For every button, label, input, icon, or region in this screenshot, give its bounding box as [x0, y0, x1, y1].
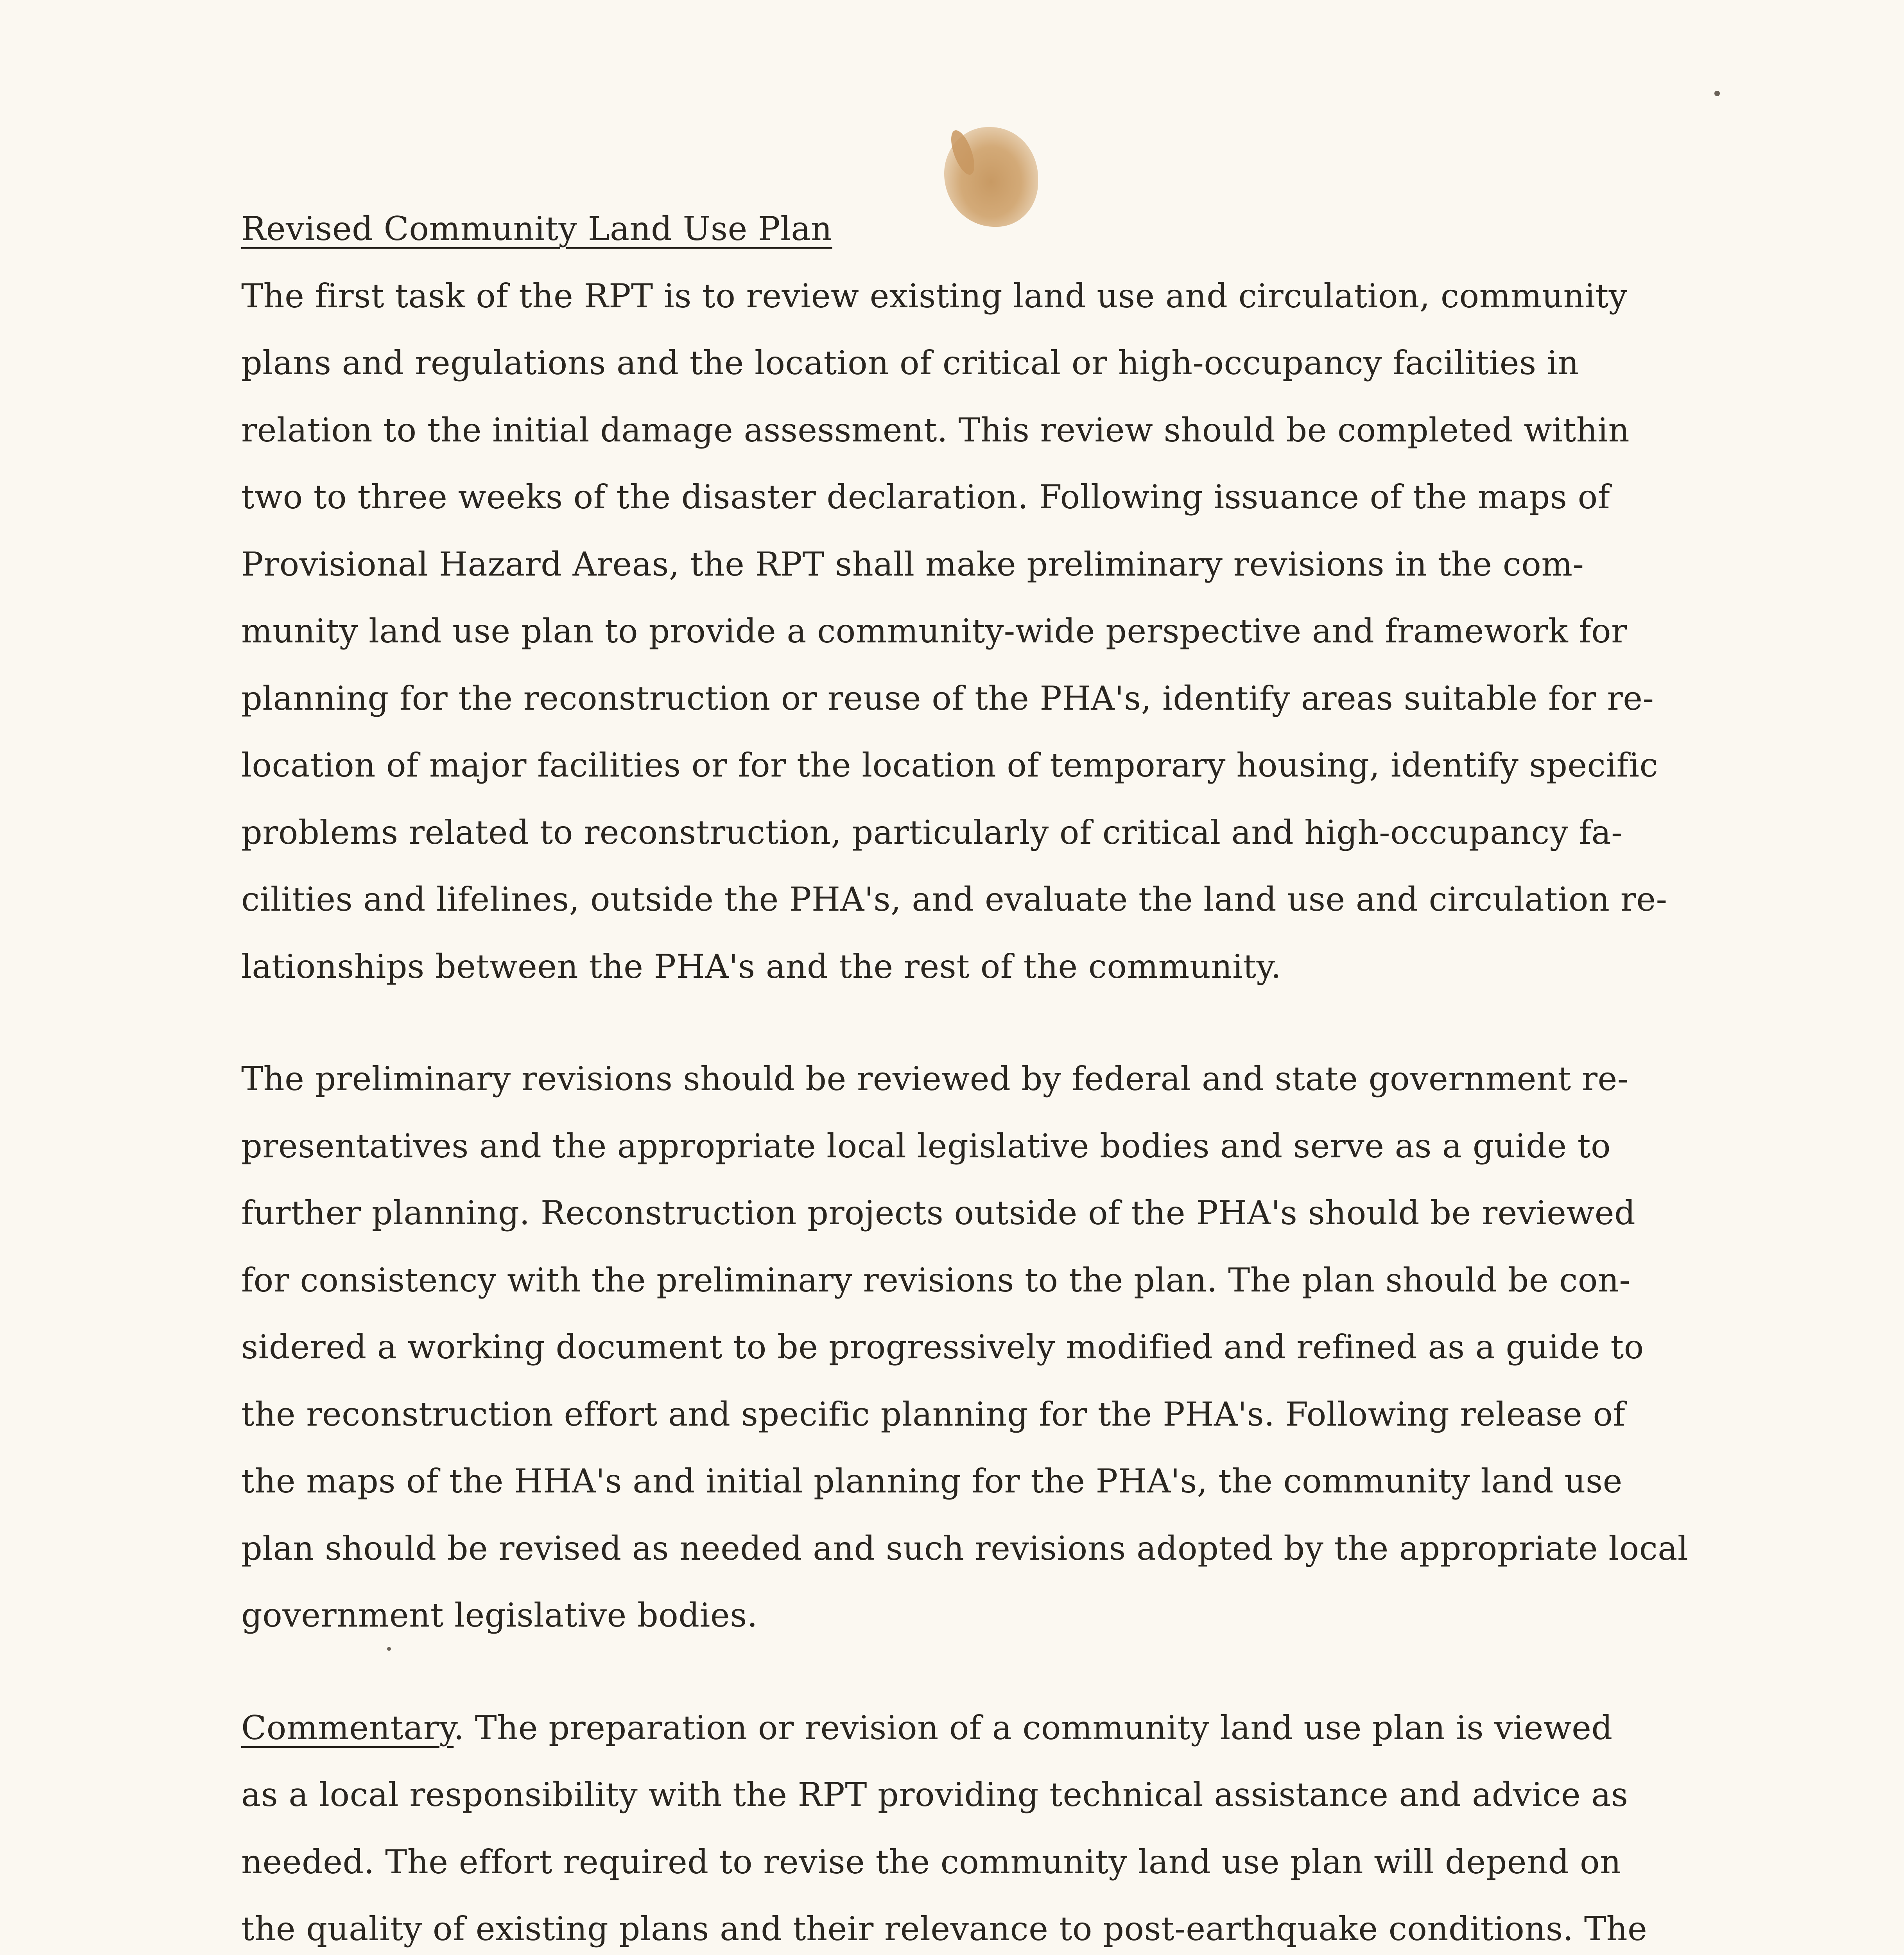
text-line: plan should be revised as needed and such revisions adopted by the appropriate local [241, 1529, 1689, 1568]
text-line: further planning. Reconstruction projects outside of the PHA's should be reviewed [241, 1194, 1636, 1232]
text-line: problems related to reconstruction, particularly of critical and high-occupancy fa- [241, 813, 1623, 852]
text-line: plans and regulations and the location of critical or high-occupancy facilities in [241, 344, 1579, 382]
text-line: for consistency with the preliminary revisions to the plan. The plan should be con- [241, 1261, 1631, 1299]
commentary-label: Commentary [241, 1708, 454, 1747]
ink-speck [1714, 91, 1720, 96]
text-line: The first task of the RPT is to review existing land use and circulation, community [241, 276, 1628, 315]
paragraph-2 [241, 1046, 1789, 1649]
commentary-paragraph [241, 1695, 1789, 1955]
paragraph-1 [241, 263, 1789, 1001]
text-line: cilities and lifelines, outside the PHA's, and evaluate the land use and circulation re- [241, 880, 1667, 918]
section-heading: Revised Community Land Use Plan [241, 210, 832, 248]
paragraph-spacer [241, 1649, 1789, 1695]
text-line: location of major facilities or for the location of temporary housing, identify specific [241, 746, 1658, 784]
text-line: the quality of existing plans and their relevance to post-earthquake conditions. The [241, 1910, 1648, 1948]
text-line: as a local responsibility with the RPT providing technical assistance and advice as [241, 1776, 1628, 1814]
text-line: sidered a working document to be progressively modified and refined as a guide to [241, 1328, 1644, 1366]
text-line: Provisional Hazard Areas, the RPT shall make preliminary revisions in the com- [241, 545, 1584, 583]
text-line: government legislative bodies. [241, 1596, 758, 1634]
text-line: the maps of the HHA's and initial planning for the PHA's, the community land use [241, 1462, 1623, 1500]
paragraph-spacer [241, 1000, 1789, 1046]
text-line: relation to the initial damage assessment. This review should be completed within [241, 411, 1630, 449]
text-line [241, 1695, 1789, 1762]
text-line: needed. The effort required to revise the community land use plan will depend on [241, 1842, 1621, 1881]
text-line: planning for the reconstruction or reuse of the PHA's, identify areas suitable for re- [241, 679, 1654, 717]
text-line: presentatives and the appropriate local legislative bodies and serve as a guide to [241, 1126, 1611, 1165]
commentary-first-line: . The preparation or revision of a community land use plan is viewed [454, 1708, 1613, 1747]
text-line: The preliminary revisions should be reviewed by federal and state government re- [241, 1060, 1629, 1098]
text-line: the reconstruction effort and specific planning for the PHA's. Following release of [241, 1395, 1626, 1433]
body-text [241, 196, 1789, 1955]
text-line: lationships between the PHA's and the rest of the community. [241, 947, 1282, 986]
text-line: munity land use plan to provide a community-wide perspective and framework for [241, 612, 1627, 650]
text-line: two to three weeks of the disaster declaration. Following issuance of the maps of [241, 478, 1610, 516]
